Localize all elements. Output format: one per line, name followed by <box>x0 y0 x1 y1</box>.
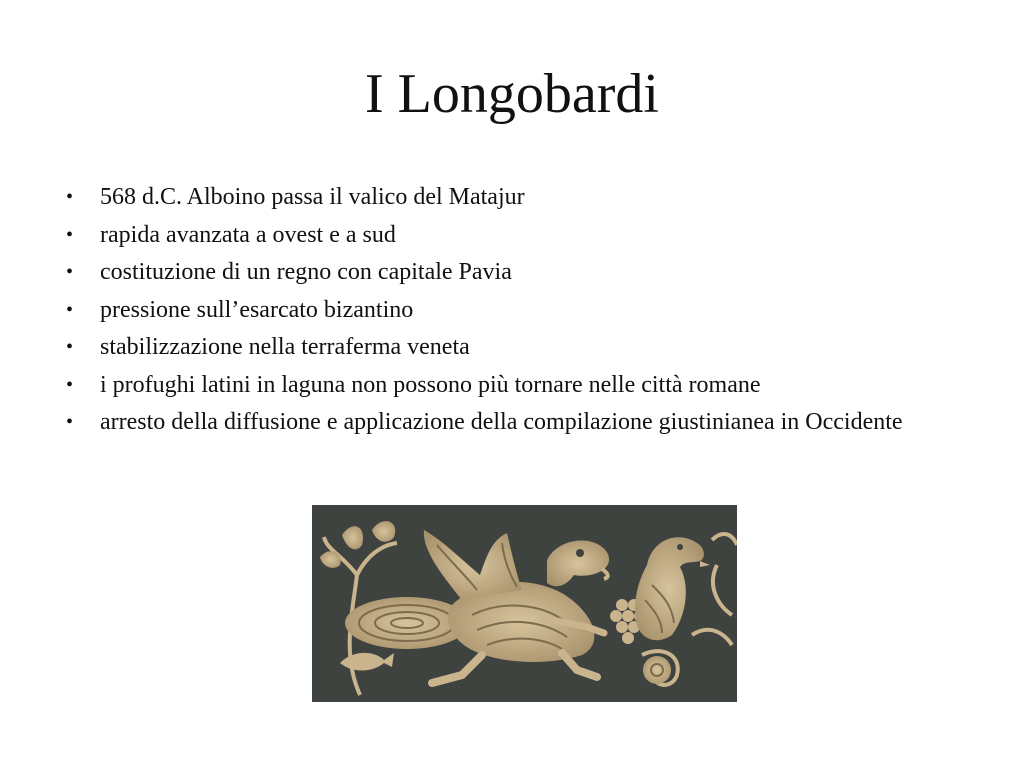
list-item <box>62 295 942 325</box>
bullet-text: pressione sull’esarcato bizantino <box>100 296 414 323</box>
list-item <box>62 370 942 400</box>
bullet-icon: • <box>66 373 74 396</box>
bullet-icon: • <box>66 186 74 208</box>
list-item <box>62 220 942 250</box>
bullet-text: arresto della diffusione e applicazione della compilazione giustinianea in Occidente <box>100 409 903 435</box>
bullet-text: i profughi latini in laguna non possono più tornare nelle città romane <box>100 371 761 398</box>
list-item <box>62 257 942 287</box>
bullet-icon: • <box>66 223 74 246</box>
slide-title: I Longobardi <box>365 63 659 125</box>
fish-motif <box>340 653 394 671</box>
bullet-text: 568 d.C. Alboino passa il valico del Matajur <box>100 184 525 210</box>
list-item <box>62 332 942 362</box>
bird-figure <box>635 537 710 640</box>
bullet-icon: • <box>66 298 74 321</box>
bullet-icon: • <box>66 261 74 283</box>
list-item <box>62 182 942 212</box>
bullet-text: rapida avanzata a ovest e a sud <box>100 221 396 248</box>
bullet-list <box>62 182 942 445</box>
bullet-text: stabilizzazione nella terraferma veneta <box>100 334 470 360</box>
bullet-text: costituzione di un regno con capitale Pavia <box>100 259 512 285</box>
bullet-icon: • <box>66 411 74 433</box>
lombard-relief-image <box>312 505 737 702</box>
list-item <box>62 407 942 437</box>
bullet-icon: • <box>66 336 74 358</box>
